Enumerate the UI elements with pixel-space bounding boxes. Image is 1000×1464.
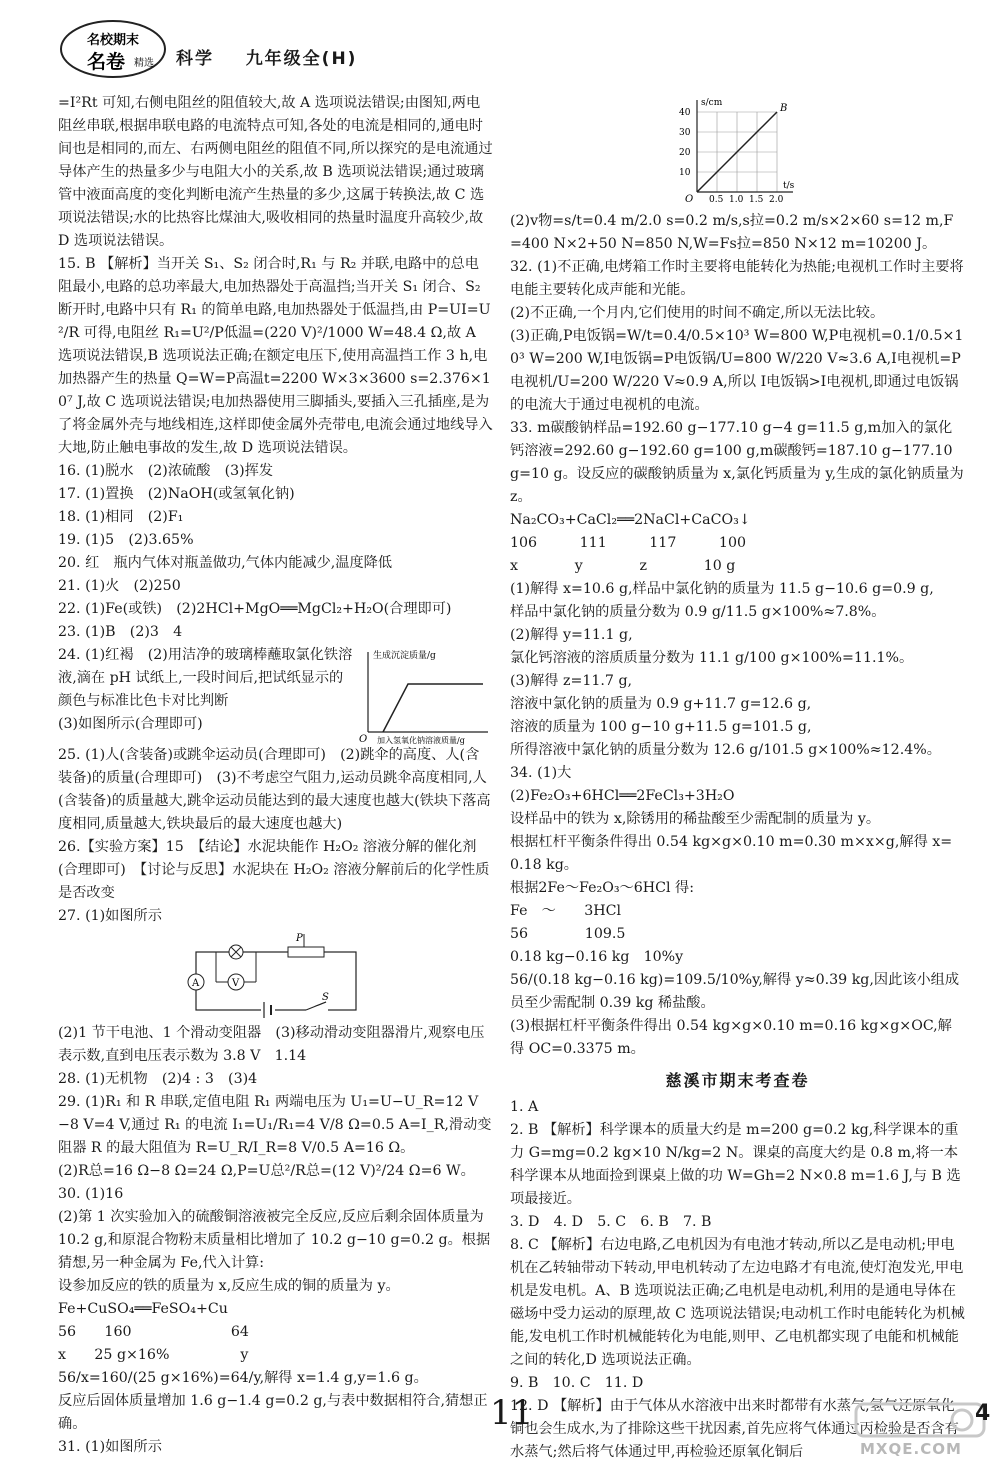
cixi-answer-8: 8. C 【解析】右边电路,乙电机因为有电池才转动,所以乙是电动机;甲电机在乙转轴带动下转动,甲电机转动了左边电路才有电流,使灯泡发光,甲电机是发电机。A、B 选项说法正确;乙电机是电动机,利用的是通电导体在磁场中受力运动的原理,故 C 选项说法错误;电动机工作时电能转化为机械能,发电机工作时机械能转化为电能,则甲、乙电机都实现了电能和机械能之间的转化,D 选项说法正确。 [510, 1237, 965, 1368]
answer-31-1: 31. (1)如图所示 [58, 1439, 162, 1455]
answer-34-2-row3: 0.18 kg−0.16 kg 10%y [510, 949, 684, 965]
answer-33-3-fraction: 所得溶液中氯化钠的质量分数为 12.6 g/101.5 g×100%≈12.4%。 [510, 742, 941, 758]
graph24-xlabel: 加入氢氧化钠溶液质量/g [377, 736, 465, 745]
graph31-ytick: 20 [678, 148, 690, 158]
answer-34-3: (3)根据杠杆平衡条件得出 0.54 kg×g×0.10 m=0.16 kg×g×OC,解得 OC=0.3375 m。 [510, 1018, 952, 1057]
page-number: 11 [490, 1393, 534, 1433]
answer-27-2: (2)1 节干电池、1 个滑动变阻器 (3)移动滑动变阻器滑片,观察电压表示数,直到电压表示数为 3.8 V 1.14 [58, 1025, 485, 1064]
left-column [58, 92, 493, 1455]
answer-34-2-relation: 根据2Fe～Fe₂O₃～6HCl 得: [510, 880, 694, 896]
graph24-origin: O [359, 734, 368, 745]
answer-21: 21. (1)火 (2)250 [58, 578, 181, 594]
answer-33-1: (1)解得 x=10.6 g,样品中氯化钠的质量为 11.5 g−10.6 g=0.9 g, [510, 581, 934, 597]
answer-33-mass-row: 106 111 117 100 [510, 535, 747, 551]
cixi-answer-12: 12. D 【解析】由于气体从水溶液中出来时都带有水蒸气,氢气还原氧化铜也会生成水,为了排除这些干扰因素,首先应将气体通过丙检验是否含有水蒸气;然后将气体通过甲,再检验还原氧化铜后 [510, 1398, 959, 1460]
answer-30-solve: 56/x=160/(25 g×16%)=64/y,解得 x=1.4 g,y=1.6 g。 [58, 1370, 428, 1386]
cixi-answer-3-7: 3. D 4. D 5. C 6. B 7. B [510, 1214, 712, 1230]
cixi-answer-1: 1. A [510, 1099, 539, 1115]
answer-15: 15. B 【解析】当开关 S₁、S₂ 闭合时,R₁ 与 R₂ 并联,电路中的总电阻最小,电路的总功率最大,电加热器处于高温挡;当开关 S₁ 闭合、S₂ 断开时,电路中只有 R₁ 的简单电路,电加热器处于低温挡,由 P=UI=U²/R 可得,电阻丝 R₁=U²/P低温=(220 V)²/1000 W=48.4 Ω,故 A 选项说法错误,B 选项说法正确;在额定电压下,使用高温挡工作 3 h,电加热器产生的热量 Q=W=P高温t=2200 W×3×3600 s=2.376×10⁷ J,故 C 选项说法错误;电加热器使用三脚插头,要插入三孔插座,是为了将金属外壳与地线相连,这样即使金属外壳带电,电流会通过地线导入大地,防止触电事故的发生,故 D 选项说法错误。 [58, 256, 493, 456]
header-grade: 九年级全(H) [245, 49, 358, 69]
graph31-ytick: 40 [678, 108, 690, 118]
answer-30-conclusion: 反应后固体质量增加 1.6 g−1.4 g=0.2 g,与表中数据相符合,猜想正确。 [58, 1393, 488, 1432]
answer-34-1: 34. (1)大 [510, 765, 572, 781]
header-title [176, 48, 357, 71]
answer-29-1: 29. (1)R₁ 和 R 串联,定值电阻 R₁ 两端电压为 U₁=U−U_R=12 V−8 V=4 V,通过 R₁ 的电流 I₁=U₁/R₁=4 V/8 Ω=0.5 A=I_R,滑动变阻器 R 的最大阻值为 R=U_R/I_R=8 V/0.5 A=16 Ω。 [58, 1094, 492, 1156]
section-title: 慈溪市期末考查卷 [665, 1071, 810, 1090]
answer-30-1: 30. (1)16 [58, 1186, 124, 1202]
watermark-text: MXQE.COM [860, 1440, 962, 1458]
answer-19: 19. (1)5 (2)3.65% [58, 532, 194, 548]
ammeter-label: A [191, 978, 199, 989]
svg-text:名校期末: 名校期末 [86, 33, 140, 48]
graph31-xtick: 1.5 [748, 195, 763, 205]
answer-30-assume: 设参加反应的铁的质量为 x,反应生成的铜的质量为 y。 [58, 1278, 400, 1294]
answer-33: 33. m碳酸钠样品=192.60 g−177.10 g−4 g=11.5 g,m加入的氯化钙溶液=292.60 g−192.60 g=100 g,m碳酸钙=187.10 g−177.10 g=10 g。设反应的碳酸钠质量为 x,氯化钙质量为 y,生成的氯化钠质量为 z。 [510, 420, 969, 505]
graph24-ylabel: 生成沉淀质量/g [373, 651, 436, 661]
answer-32-1: 32. (1)不正确,电烤箱工作时主要将电能转化为热能;电视机工作时主要将电能主要转化成声能和光能。 [510, 259, 964, 298]
graph31-origin: O [684, 194, 693, 205]
answer-33-1-fraction: 样品中氯化钠的质量分数为 0.9 g/11.5 g×100%≈7.8%。 [510, 604, 886, 620]
answer-18: 18. (1)相同 (2)F₁ [58, 509, 184, 525]
answer-33-3-solution: 溶液的质量为 100 g−10 g+11.5 g=101.5 g, [510, 719, 812, 735]
answer-31-2: (2)v物=s/t=0.4 m/2.0 s=0.2 m/s,s拉=0.2 m/s×2×60 s=12 m,F=400 N×2+50 N=850 N,W=Fs拉=850 N×12 m=10200 J。 [510, 213, 954, 252]
svg-text:精选: 精选 [134, 58, 154, 69]
answer-34-2-lever: 根据杠杆平衡条件得出 0.54 kg×g×0.10 m=0.30 m×x×g,解得 x=0.18 kg。 [510, 834, 953, 873]
svg-text:名卷: 名卷 [86, 51, 126, 73]
header-subject: 科学 [176, 49, 214, 69]
answer-16: 16. (1)脱水 (2)浓硫酸 (3)挥发 [58, 463, 274, 479]
graph31-ytick: 30 [678, 128, 690, 138]
answer-34-2-assume: 设样品中的铁为 x,除锈用的稀盐酸至少需配制的质量为 y。 [510, 811, 881, 827]
answer-33-2: (2)解得 y=11.1 g, [510, 627, 633, 643]
circuit-s-label: S [321, 992, 329, 1003]
graph31-ytick: 10 [678, 168, 690, 178]
graph31-line-label: B [779, 103, 787, 114]
answer-33-unknown-row: x y z 10 g [510, 558, 736, 574]
voltmeter-label: V [231, 978, 239, 989]
circuit-diagram-figure [176, 932, 376, 1018]
answer-30-2: (2)第 1 次实验加入的硫酸铜溶液被完全反应,反应后剩余固体质量为 10.2 g,和原混合物粉末质量相比增加了 10.2 g−10 g=0.2 g。根据猜想,另一种金属为 Fe,代入计算: [58, 1209, 491, 1271]
answer-24: 24. (1)红褐 (2)用洁净的玻璃棒蘸取氯化铁溶液,滴在 pH 试纸上,一段时间后,把试纸显示的颜色与标准比色卡对比判断 [58, 647, 353, 709]
answer-27-1: 27. (1)如图所示 [58, 908, 162, 924]
cixi-answer-9-11: 9. B 10. C 11. D [510, 1375, 644, 1391]
answer-34-2-solve: 56/(0.18 kg−0.16 kg)=109.5/10%y,解得 y≈0.39 kg,因此该小组成员至少需配制 0.39 kg 稀盐酸。 [510, 972, 960, 1011]
cixi-answer-2: 2. B 【解析】科学课本的质量大约是 m=200 g=0.2 kg,科学课本的重力 G=mg=0.2 kg×10 N/kg=2 N。课桌的高度大约是 0.8 m,将一本科学课本从地面捡到课桌上做的功 W=Gh=2 N×0.8 m=1.6 J,与 B 选项最接近。 [510, 1122, 961, 1207]
answer-30-mass-row: 56 160 64 [58, 1324, 249, 1340]
graph31-xlabel: t/s [782, 181, 794, 191]
answer-33-3-nacl: 溶液中氯化钠的质量为 0.9 g+11.7 g=12.6 g, [510, 696, 812, 712]
graph31-xtick: 1.0 [728, 195, 743, 205]
distance-time-graph-figure [673, 96, 803, 206]
answer-30-unknown-row: x 25 g×16% y [58, 1347, 249, 1363]
answer-17: 17. (1)置换 (2)NaOH(或氢氧化钠) [58, 486, 295, 502]
answer-33-2-fraction: 氯化钙溶液的溶质质量分数为 11.1 g/100 g×100%=11.1%。 [510, 650, 914, 666]
corner-mark: 4 [975, 1401, 991, 1426]
answer-30-equation: Fe+CuSO₄══FeSO₄+Cu [58, 1301, 228, 1317]
answer-25: 25. (1)人(含装备)或跳伞运动员(合理即可) (2)跳伞的高度、人(含装备)的质量(合理即可) (3)不考虑空气阻力,运动员跳伞高度相同,人(含装备)的质量越大,跳伞运动员能达到的最大速度也越大(铁块下落高度相同,质量越大,铁块最后的最大速度也越大) [58, 747, 491, 832]
answer-34-2-row2: 56 109.5 [510, 926, 626, 942]
series-logo [58, 18, 168, 80]
answer-20: 20. 红 瓶内气体对瓶盖做功,气体内能减少,温度降低 [58, 555, 393, 571]
answer-29-2: (2)R总=16 Ω−8 Ω=24 Ω,P=U总²/R总=(12 V)²/24 Ω=6 W。 [58, 1163, 475, 1179]
answer-34-2-equation: (2)Fe₂O₃+6HCl══2FeCl₃+3H₂O [510, 788, 735, 804]
answer-22: 22. (1)Fe(或铁) (2)2HCl+MgO══MgCl₂+H₂O(合理即可) [58, 601, 452, 617]
circuit-p-label: P [295, 933, 303, 944]
answer-23: 23. (1)B (2)3 4 [58, 624, 183, 640]
answer-33-3: (3)解得 z=11.7 g, [510, 673, 633, 689]
precipitate-graph-figure [353, 644, 493, 744]
graph31-xtick: 2.0 [768, 195, 783, 205]
answer-28: 28. (1)无机物 (2)4 : 3 (3)4 [58, 1071, 258, 1087]
page-header [58, 18, 958, 80]
answer-24-block [58, 644, 493, 744]
answer-14-tail: =I²Rt 可知,右侧电阻丝的阻值较大,故 A 选项说法错误;由图知,两电阻丝串联,根据串联电路的电流特点可知,各处的电流是相同的,通电时间也是相同的,而左、右两侧电阻丝的阻值不同,所以探究的是电流通过导体产生的热量多少与电阻大小的关系,故 B 选项说法错误;通过玻璃管中液面高度的变化判断电流产生热量的多少,这属于转换法,故 C 选项说法错误;水的比热容比煤油大,吸收相同的热量时温度升高较少,故 D 选项说法错误。 [58, 95, 493, 249]
answer-26: 26.【实验方案】15 【结论】水泥块能作 H₂O₂ 溶液分解的催化剂(合理即可) 【讨论与反思】水泥块在 H₂O₂ 溶液分解前后的化学性质是否改变 [58, 839, 490, 901]
graph31-xtick: 0.5 [708, 195, 723, 205]
answer-32-3: (3)正确,P电饭锅=W/t=0.4/0.5×10³ W=800 W,P电视机=0.1/0.5×10³ W=200 W,I电饭锅=P电饭锅/U=800 W/220 V≈3.6 A,I电视机=P电视机/U=200 W/220 V≈0.9 A,所以 I电饭锅>I电视机,即通过电饭锅的电流大于通过电视机的电流。 [510, 328, 964, 413]
graph31-ylabel: s/cm [700, 98, 722, 108]
answer-33-equation: Na₂CO₃+CaCl₂══2NaCl+CaCO₃↓ [510, 512, 751, 528]
answer-32-2: (2)不正确,一个月内,它们使用的时间不确定,所以无法比较。 [510, 305, 885, 321]
answer-34-2-row1: Fe ～ 3HCl [510, 903, 622, 919]
answer-24-3: (3)如图所示(合理即可) [58, 716, 203, 732]
